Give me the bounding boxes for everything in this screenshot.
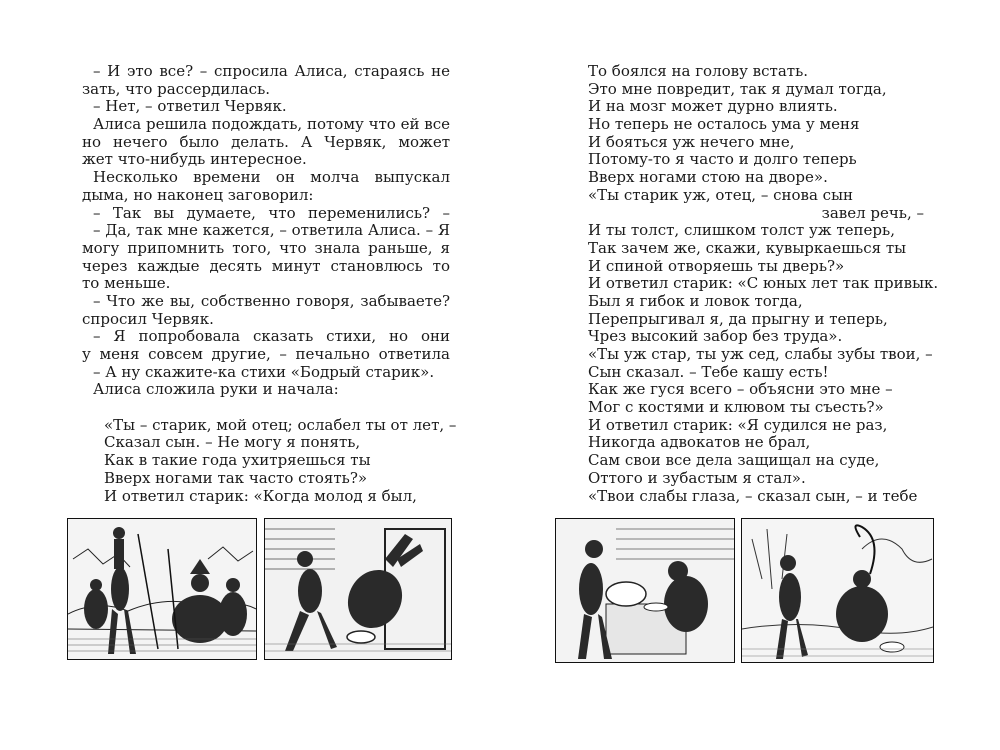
left_page-line: Алиса сложила руки и начала: <box>93 380 339 399</box>
left_page-line: – И это все? – спросила Алиса, стараясь не <box>93 63 450 80</box>
right_page-line: Был я гибок и ловок тогда, <box>588 291 803 310</box>
right_page-line: Это мне повредит, так я думал тогда, <box>588 79 887 98</box>
left_page-line: – Я попробовала сказать стихи, но они <box>93 328 450 346</box>
illustration-eel-balancing <box>741 518 934 663</box>
right_page-line: «Ты старик уж, отец, – снова сын <box>588 185 854 204</box>
engraving-eel-balancing-icon <box>742 519 933 662</box>
right-page <box>500 0 1000 750</box>
left_page-line: но нечего было делать. А Червяк, может <box>82 133 450 151</box>
right_page-line: Так зачем же, скажи, кувыркаешься ты <box>588 238 907 257</box>
right_page-line: завел речь, – <box>821 203 924 222</box>
right_page-line: «Твои слабы глаза, – сказал сын, – и тебе <box>588 486 918 505</box>
right_page-line: И ответил старик: «Я судился не раз, <box>588 415 888 434</box>
engraving-somersault-door-icon <box>265 519 451 659</box>
right_page-line: И спиной отворяешь ты дверь?» <box>588 256 845 275</box>
left_page-line: спросил Червяк. <box>82 309 214 328</box>
right_page-line: Чрез высокий забор без труда». <box>588 327 843 346</box>
right_page-line: И на мозг может дурно влиять. <box>588 97 838 116</box>
right_page-line: «Ты уж стар, ты уж сед, слабы зубы твои, – <box>588 345 933 363</box>
right_page-line: И бояться уж нечего мне, <box>588 132 795 151</box>
left_page-line: у меня совсем другие, – печально ответила <box>82 346 450 363</box>
right_page-line: И ответил старик: «С юных лет так привык. <box>588 274 939 293</box>
right_page-line: Но теперь не осталось ума у меня <box>588 115 860 134</box>
left_page-line <box>82 399 450 417</box>
left_page-line: зать, что рассердилась. <box>82 79 271 98</box>
right_page-line: Сам свои все дела защищал на суде, <box>588 451 880 470</box>
left_page-line: то меньше. <box>82 274 171 293</box>
engraving-old-man-crowd-icon <box>68 519 256 659</box>
left_page-line: – Да, так мне кажется, – ответила Алиса. – Я <box>93 222 450 240</box>
left_page-line: И ответил старик: «Когда молод я был, <box>104 486 417 505</box>
left_page-line: Сказал сын. – Не могу я понять, <box>104 433 361 452</box>
left_page-line: – А ну скажите-ка стихи «Бодрый старик». <box>93 362 435 381</box>
left_page-line: Как в такие года ухитряешься ты <box>104 451 371 470</box>
left_page-line: через каждые десять минут становлюсь то <box>82 257 450 275</box>
left_page-line: Несколько времени он молча выпускал <box>93 169 450 187</box>
illustration-goose-dinner <box>555 518 735 663</box>
left_page-line: «Ты – старик, мой отец; ослабел ты от лет, – <box>104 415 457 434</box>
right_page-line: Вверх ногами стою на дворе». <box>588 168 828 187</box>
left_page-line: жет что-нибудь интересное. <box>82 150 307 169</box>
left_page-line: Вверх ногами так часто стоять?» <box>104 468 368 487</box>
right_page-line: Как же гуся всего – объясни это мне – <box>588 380 893 399</box>
left_page-line: дыма, но наконец заговорил: <box>82 185 314 204</box>
left_page-line: Алиса решила подождать, потому что ей все <box>93 116 450 134</box>
illustration-somersault-door <box>264 518 452 660</box>
left_page-line: – Нет, – ответил Червяк. <box>93 97 287 116</box>
left_page-line: – Что же вы, собственно говоря, забываете? <box>93 292 450 310</box>
right_page-line: Сын сказал. – Тебе кашу есть! <box>588 362 829 381</box>
right_page-line: Перепрыгивал я, да прыгну и теперь, <box>588 309 888 328</box>
right_page-line: Никогда адвокатов не брал, <box>588 433 811 452</box>
left-page-text <box>82 63 457 505</box>
right_page-line: И ты толст, слишком толст уж теперь, <box>588 221 895 240</box>
right_page-line: То боялся на голову встать. <box>588 62 809 80</box>
right_page-line: Потому-то я часто и долго теперь <box>588 150 857 169</box>
illustration-old-man-crowd <box>67 518 257 660</box>
right_page-line: Оттого и зубастым я стал». <box>588 468 806 487</box>
left_page-line: могу припомнить того, что знала раньше, я <box>82 239 450 257</box>
right-page-text <box>588 62 939 505</box>
left_page-line: – Так вы думаете, что переменились? – <box>93 204 450 222</box>
right_page-line: Мог с костями и клювом ты съесть?» <box>588 398 884 417</box>
engraving-goose-dinner-icon <box>556 519 734 662</box>
